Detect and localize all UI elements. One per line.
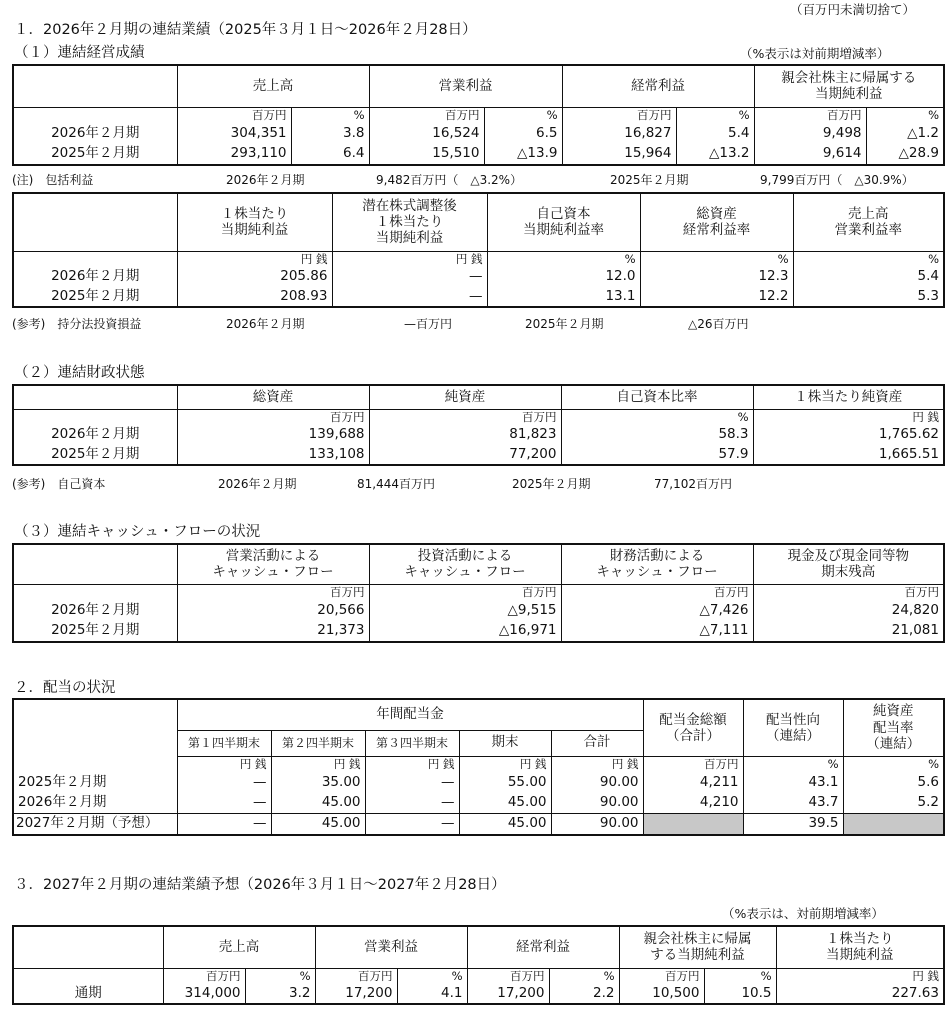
value-cell: 81,823 — [369, 425, 561, 445]
unit-note: （百万円未満切捨て） — [790, 2, 916, 17]
value-cell: 45.00 — [271, 813, 365, 835]
value-cell: 90.00 — [551, 813, 643, 835]
unit-cell: 円 銭 — [753, 409, 944, 425]
value-cell: △28.9 — [866, 144, 944, 165]
value-cell: 21,373 — [177, 621, 369, 642]
financial-position-table — [12, 384, 945, 466]
unit-cell: 円 銭 — [177, 756, 271, 773]
unit-cell: % — [704, 968, 776, 984]
unit-cell: 百万円 — [177, 409, 369, 425]
row-label: 2026年２月期 — [13, 793, 177, 813]
unit-cell: % — [487, 251, 640, 267]
value-cell: 21,081 — [753, 621, 944, 642]
header-dividend-on-net-assets: 純資産 配当率 （連結） — [843, 699, 944, 756]
value-cell: 58.3 — [561, 425, 753, 445]
unit-cell: % — [843, 756, 944, 773]
note-period-1: 2026年２月期 — [218, 477, 297, 491]
dividend-table — [12, 698, 945, 836]
table-row — [13, 445, 944, 465]
header-total-assets: 総資産 — [177, 385, 369, 409]
table-row — [13, 123, 944, 144]
row-label: 通期 — [13, 984, 163, 1004]
header-annual-dividend: 年間配当金 — [177, 699, 643, 730]
header-ordinary-income: 経常利益 — [562, 65, 754, 107]
header-sales: 売上高 — [177, 65, 369, 107]
note-value-2: △26百万円 — [688, 317, 749, 331]
header-bps: １株当たり純資産 — [753, 385, 944, 409]
value-cell: 5.2 — [843, 793, 944, 813]
unit-cell: 百万円 — [163, 968, 245, 984]
value-cell: 10.5 — [704, 984, 776, 1004]
per-share-table — [12, 192, 945, 308]
value-cell-shaded — [843, 813, 944, 835]
row-label: 2027年２月期（予想） — [13, 813, 177, 835]
header-operating-income: 営業利益 — [369, 65, 562, 107]
sub1-title: （１）連結経営成績 — [14, 45, 145, 61]
row-label: 2025年２月期 — [13, 287, 177, 307]
value-cell: — — [177, 813, 271, 835]
forecast-table — [12, 925, 945, 1005]
value-cell: 304,351 — [177, 123, 291, 144]
unit-blank — [13, 107, 177, 123]
table-row — [13, 773, 944, 793]
unit-cell: 百万円 — [315, 968, 397, 984]
table-row — [13, 793, 944, 813]
value-cell: 90.00 — [551, 793, 643, 813]
unit-cell: % — [291, 107, 369, 123]
value-cell: 10,500 — [619, 984, 704, 1004]
header-blank — [13, 65, 177, 107]
header-q1: 第１四半期末 — [177, 730, 271, 756]
value-cell: 4.1 — [397, 984, 467, 1004]
header-diluted-eps: 潜在株式調整後 １株当たり 当期純利益 — [332, 193, 487, 251]
note-value-2: 9,799百万円（ △30.9%） — [760, 173, 914, 187]
value-cell: 3.2 — [245, 984, 315, 1004]
note-value-1: —百万円 — [404, 317, 453, 331]
sub1-pct-note: （%表示は対前期増減率） — [740, 46, 890, 61]
row-label: 2025年２月期 — [13, 144, 177, 165]
note-value-1: 81,444百万円 — [357, 477, 435, 491]
table-row — [13, 287, 944, 307]
table-row — [13, 425, 944, 445]
header-ordinary-income: 経常利益 — [467, 926, 619, 968]
value-cell: 4,210 — [643, 793, 743, 813]
note-period-1: 2026年２月期 — [226, 173, 305, 187]
value-cell: △7,426 — [561, 600, 753, 621]
value-cell: △13.2 — [676, 144, 754, 165]
table-row — [13, 621, 944, 642]
header-financing-cf: 財務活動による キャッシュ・フロー — [561, 544, 753, 584]
value-cell: 45.00 — [459, 813, 551, 835]
sec3-pct-note: （%表示は、対前期増減率） — [722, 906, 884, 921]
unit-cell: % — [866, 107, 944, 123]
unit-cell: 百万円 — [619, 968, 704, 984]
value-cell: 45.00 — [459, 793, 551, 813]
row-label: 2026年２月期 — [13, 123, 177, 144]
unit-cell: 百万円 — [753, 584, 944, 600]
value-cell: 15,964 — [562, 144, 676, 165]
note-value-1: 9,482百万円（ △3.2%） — [376, 173, 523, 187]
value-cell: 35.00 — [271, 773, 365, 793]
value-cell: — — [177, 773, 271, 793]
unit-cell: 百万円 — [177, 584, 369, 600]
row-label: 2026年２月期 — [13, 600, 177, 621]
row-label: 2025年２月期 — [13, 621, 177, 642]
value-cell: 5.4 — [676, 123, 754, 144]
value-cell: 1,665.51 — [753, 445, 944, 465]
unit-cell: % — [561, 409, 753, 425]
section2-title: ２．配当の状況 — [14, 680, 116, 696]
value-cell: 24,820 — [753, 600, 944, 621]
header-q3: 第３四半期末 — [365, 730, 459, 756]
value-cell: 55.00 — [459, 773, 551, 793]
unit-cell: 百万円 — [643, 756, 743, 773]
unit-cell: 百万円 — [561, 584, 753, 600]
value-cell: 16,524 — [369, 123, 484, 144]
header-eps: １株当たり 当期純利益 — [776, 926, 944, 968]
value-cell: 5.6 — [843, 773, 944, 793]
row-label: 2026年２月期 — [13, 267, 177, 287]
unit-cell: 百万円 — [369, 409, 561, 425]
section3-title: ３．2027年２月期の連結業績予想（2026年３月１日～2027年２月28日） — [14, 877, 506, 893]
value-cell: 6.5 — [484, 123, 562, 144]
table-row — [13, 144, 944, 165]
value-cell: 39.5 — [743, 813, 843, 835]
unit-cell: 百万円 — [369, 107, 484, 123]
unit-cell: % — [676, 107, 754, 123]
note-value-2: 77,102百万円 — [654, 477, 732, 491]
value-cell: — — [365, 773, 459, 793]
unit-cell: % — [743, 756, 843, 773]
value-cell-shaded — [643, 813, 743, 835]
value-cell: 20,566 — [177, 600, 369, 621]
note-period-2: 2025年２月期 — [512, 477, 591, 491]
table-row — [13, 984, 944, 1004]
unit-cell: 円 銭 — [551, 756, 643, 773]
unit-cell: 円 銭 — [177, 251, 332, 267]
header-roa: 総資産 経常利益率 — [640, 193, 793, 251]
unit-cell: 百万円 — [562, 107, 676, 123]
note-label: (参考) 持分法投資損益 — [12, 317, 142, 331]
value-cell: △7,111 — [561, 621, 753, 642]
value-cell: 5.3 — [793, 287, 944, 307]
value-cell: 90.00 — [551, 773, 643, 793]
header-net-income: 親会社株主に帰属する 当期純利益 — [754, 65, 944, 107]
value-cell: 5.4 — [793, 267, 944, 287]
value-cell: 6.4 — [291, 144, 369, 165]
value-cell: △13.9 — [484, 144, 562, 165]
unit-cell: % — [549, 968, 619, 984]
note-label: (注) 包括利益 — [12, 173, 94, 187]
header-total: 合計 — [551, 730, 643, 756]
header-op-margin: 売上高 営業利益率 — [793, 193, 944, 251]
unit-cell: % — [793, 251, 944, 267]
header-sales: 売上高 — [163, 926, 315, 968]
unit-cell: 百万円 — [369, 584, 561, 600]
value-cell: 77,200 — [369, 445, 561, 465]
value-cell: 227.63 — [776, 984, 944, 1004]
value-cell: 3.8 — [291, 123, 369, 144]
value-cell: 9,614 — [754, 144, 866, 165]
forecast-row — [13, 813, 944, 835]
note-period-2: 2025年２月期 — [610, 173, 689, 187]
header-net-income: 親会社株主に帰属 する当期純利益 — [619, 926, 776, 968]
value-cell: — — [177, 793, 271, 813]
value-cell: 16,827 — [562, 123, 676, 144]
unit-cell: 円 銭 — [459, 756, 551, 773]
value-cell: 293,110 — [177, 144, 291, 165]
value-cell: △1.2 — [866, 123, 944, 144]
unit-cell: 百万円 — [754, 107, 866, 123]
value-cell: 12.0 — [487, 267, 640, 287]
header-payout-ratio: 配当性向 （連結） — [743, 699, 843, 756]
table-row — [13, 600, 944, 621]
value-cell: 133,108 — [177, 445, 369, 465]
value-cell: — — [365, 793, 459, 813]
value-cell: 314,000 — [163, 984, 245, 1004]
value-cell: 12.3 — [640, 267, 793, 287]
value-cell: — — [365, 813, 459, 835]
value-cell: 205.86 — [177, 267, 332, 287]
note-period-2: 2025年２月期 — [525, 317, 604, 331]
section1-title: １．2026年２月期の連結業績（2025年３月１日～2026年２月28日） — [14, 22, 477, 38]
unit-cell: % — [640, 251, 793, 267]
value-cell: 13.1 — [487, 287, 640, 307]
value-cell: — — [332, 267, 487, 287]
note-period-1: 2026年２月期 — [226, 317, 305, 331]
unit-cell: 円 銭 — [332, 251, 487, 267]
header-roe: 自己資本 当期純利益率 — [487, 193, 640, 251]
unit-cell: 円 銭 — [776, 968, 944, 984]
value-cell: 4,211 — [643, 773, 743, 793]
value-cell: 139,688 — [177, 425, 369, 445]
value-cell: 9,498 — [754, 123, 866, 144]
cash-flow-table — [12, 543, 945, 643]
header-cash-balance: 現金及び現金同等物 期末残高 — [753, 544, 944, 584]
value-cell: 15,510 — [369, 144, 484, 165]
unit-cell: % — [484, 107, 562, 123]
header-net-assets: 純資産 — [369, 385, 561, 409]
header-total-dividend: 配当金総額 （合計） — [643, 699, 743, 756]
value-cell: 43.1 — [743, 773, 843, 793]
value-cell: 43.7 — [743, 793, 843, 813]
row-label: 2025年２月期 — [13, 773, 177, 793]
value-cell: △16,971 — [369, 621, 561, 642]
value-cell: 2.2 — [549, 984, 619, 1004]
sub2-title: （２）連結財政状態 — [14, 365, 145, 381]
value-cell: 1,765.62 — [753, 425, 944, 445]
sub3-title: （３）連結キャッシュ・フローの状況 — [14, 524, 261, 540]
value-cell: △9,515 — [369, 600, 561, 621]
header-year-end: 期末 — [459, 730, 551, 756]
unit-cell: 百万円 — [177, 107, 291, 123]
table-row — [13, 267, 944, 287]
value-cell: 17,200 — [315, 984, 397, 1004]
row-label: 2026年２月期 — [13, 425, 177, 445]
operating-results-table — [12, 64, 945, 166]
unit-cell: 円 銭 — [365, 756, 459, 773]
value-cell: 57.9 — [561, 445, 753, 465]
unit-cell: % — [245, 968, 315, 984]
header-eps: １株当たり 当期純利益 — [177, 193, 332, 251]
row-label: 2025年２月期 — [13, 445, 177, 465]
header-investing-cf: 投資活動による キャッシュ・フロー — [369, 544, 561, 584]
note-label: (参考) 自己資本 — [12, 477, 106, 491]
unit-cell: % — [397, 968, 467, 984]
value-cell: — — [332, 287, 487, 307]
unit-cell: 百万円 — [467, 968, 549, 984]
header-q2: 第２四半期末 — [271, 730, 365, 756]
header-operating-income: 営業利益 — [315, 926, 467, 968]
header-equity-ratio: 自己資本比率 — [561, 385, 753, 409]
value-cell: 208.93 — [177, 287, 332, 307]
header-operating-cf: 営業活動による キャッシュ・フロー — [177, 544, 369, 584]
value-cell: 45.00 — [271, 793, 365, 813]
unit-cell: 円 銭 — [271, 756, 365, 773]
value-cell: 17,200 — [467, 984, 549, 1004]
value-cell: 12.2 — [640, 287, 793, 307]
